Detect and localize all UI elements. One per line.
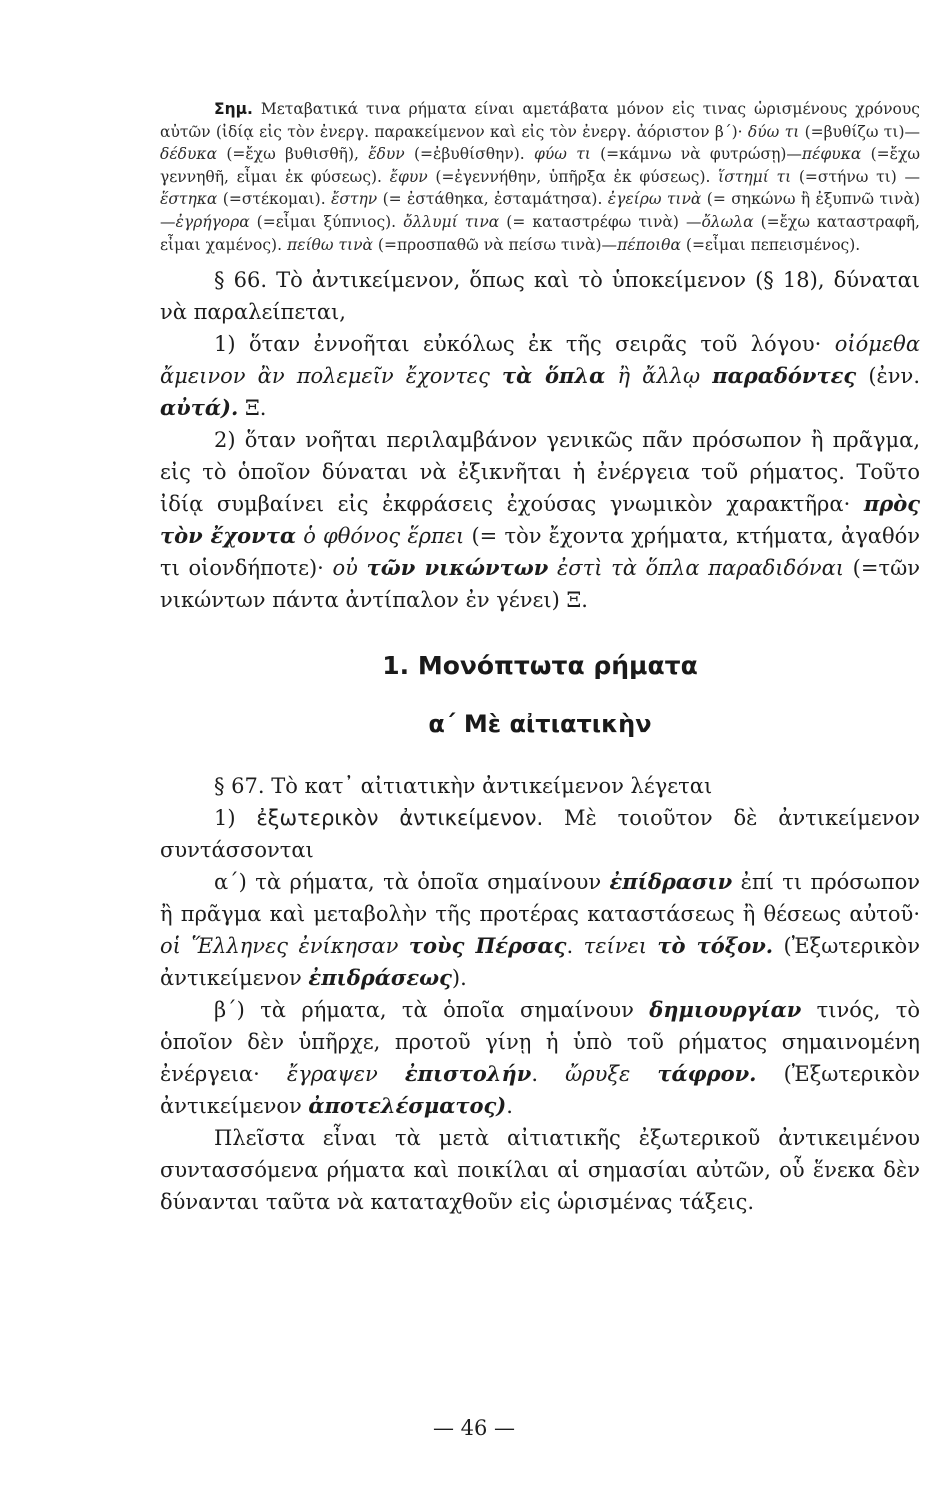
emphasis-text: ἀποτελέσματος) xyxy=(308,1093,507,1119)
note-text: (=ἔχω καταστραφῆ, εἶμαι χαμένος). xyxy=(160,212,920,254)
page-body xyxy=(160,98,920,1218)
note-text: (=προσπαθῶ νὰ πείσω τινὰ)— xyxy=(372,235,618,254)
note-paragraph xyxy=(160,98,920,256)
note-text: (=εἶμαι πεπεισμένος). xyxy=(680,235,861,254)
page-number: — 46 — xyxy=(432,1416,516,1440)
body-text: . xyxy=(531,1062,566,1087)
verb-example: ἕστηκα xyxy=(160,190,218,209)
example-text: οἰόμεθα ἄμεινον ἂν πολεμεῖν ἔχοντες xyxy=(160,332,920,389)
body-text xyxy=(548,556,557,580)
verb-example: ἔφυν xyxy=(389,167,428,186)
section-66-text: § 66. Τὸ ἀντικείμενον, ὅπως καὶ τὸ ὑποκείμενον (§ 18), δύναται νὰ παραλείπεται, xyxy=(160,268,920,325)
body-text: (Ἐξωτερικὸν ἀντικείμενον xyxy=(160,1062,920,1119)
body-text: 1) ὅταν ἐννοῆται εὐκόλως ἐκ τῆς σειρᾶς τοῦ λόγου· xyxy=(214,332,835,357)
note-text: (=ἔχω βυθισθῆ), xyxy=(217,145,369,164)
section-66-intro xyxy=(160,264,920,328)
section-67-intro xyxy=(160,770,920,802)
section-66-item-2 xyxy=(160,424,920,616)
verb-example: ὄλωλα xyxy=(701,212,754,231)
example-text: ἐστὶ τὰ ὅπλα παραδιδόναι xyxy=(556,556,845,581)
verb-example: ἐγρήγορα xyxy=(175,212,250,231)
note-text: (=εἶμαι ξύπνιος). xyxy=(249,212,404,231)
section-67-item-b xyxy=(160,994,920,1122)
example-text: ἢ xyxy=(605,364,643,389)
verb-example: φύω τι xyxy=(534,145,591,164)
example-text: τείνει xyxy=(583,934,658,959)
verb-example: δέδυκα xyxy=(160,145,218,164)
emphasis-text: παραδόντες xyxy=(712,363,857,389)
example-text: ἔγραψεν xyxy=(286,1062,405,1087)
verb-example: ἔστην xyxy=(331,190,378,209)
body-text: τινός, τὸ ὁποῖον δὲν ὑπῆρχε, προτοῦ γίνῃ ἡ ὑπὸ τοῦ ρήματος σημαινομένη ἐνέργεια· xyxy=(160,998,920,1087)
subsection-heading: α΄ Μὲ αἰτιατικὴν xyxy=(428,710,652,739)
verb-example: δύω τι xyxy=(747,122,800,141)
note-text: Μεταβατικά τινα ρήματα είναι αμετάβατα μόνον εἰς τινας ὡρισμένους χρόνους αὐτῶν (ἰδίᾳ εἰς τὸν ἐνεργ. παρακείμενον καὶ εἰς τὸν ἐνεργ. ἀόριστον β΄)· xyxy=(160,100,920,141)
section-67-text: § 67. Τὸ κατ᾽ αἰτιατικὴν ἀντικείμενον λέγεται xyxy=(214,774,713,799)
verb-example: ἔδυν xyxy=(368,145,405,164)
example-text: ὁ φθόνος ἕρπει xyxy=(303,524,465,549)
emphasis-text: τάφρον. xyxy=(657,1061,757,1087)
body-text: . xyxy=(506,1094,513,1119)
body-text: ). xyxy=(451,966,467,991)
body-text: (Ἐξωτερικὸν ἀντικείμενον xyxy=(160,934,920,991)
note-text: (=ἔχω γεννηθῆ, εἶμαι ἐκ φύσεως). xyxy=(160,145,920,186)
body-text: . xyxy=(566,934,584,959)
note-text: (=στήνω τι) — xyxy=(791,167,921,186)
emphasis-text: πρὸς τὸν ἔχοντα xyxy=(160,491,920,549)
body-text: (=τῶν νικώντων πάντα ἀντίπαλον ἐν γένει) Ξ. xyxy=(160,556,920,613)
note-text: (= ἐστάθηκα, ἐσταμάτησα). xyxy=(377,190,608,209)
note-text: (= καταστρέφω τινὰ) — xyxy=(499,212,702,231)
emphasis-text: ἐπιδράσεως xyxy=(308,965,452,991)
emphasis-text: τοὺς Πέρσας xyxy=(408,933,567,959)
body-text: (ἐνν. xyxy=(856,364,920,389)
verb-example: ἐγείρω τινὰ xyxy=(607,190,702,209)
section-67-item-1 xyxy=(160,802,920,866)
emphasis-text: αὐτά). xyxy=(160,395,239,421)
term-text: ἐξωτερικὸν ἀντικείμενον. xyxy=(256,806,544,831)
verb-example: πέφυκα xyxy=(801,145,862,164)
example-text: οἱ Ἕλληνες ἐνίκησαν xyxy=(160,934,409,959)
body-text: ἐπί τι πρόσωπον ἢ πρᾶγμα καὶ μεταβολὴν τῆς προτέρας καταστάσεως ἢ θέσεως αὐτοῦ· xyxy=(160,870,920,927)
body-text: α΄) τὰ ρήματα, τὰ ὁποῖα σημαίνουν xyxy=(214,870,610,895)
body-text xyxy=(700,364,712,388)
emphasis-text: τὰ ὅπλα xyxy=(501,363,606,389)
note-text: (= σηκώνω ἢ ἐξυπνῶ τινὰ)— xyxy=(160,190,920,231)
note-label: Σημ. xyxy=(214,100,253,118)
note-text: (=βυθίζω τι)— xyxy=(799,122,920,141)
emphasis-text: ἐπιστολήν xyxy=(404,1061,532,1087)
emphasis-text: τὸ τόξον. xyxy=(657,933,774,959)
body-text: (= τὸν ἔχοντα χρήματα, κτήματα, ἀγαθόν τι οἱονδήποτε)· xyxy=(160,524,920,581)
section-66-item-1 xyxy=(160,328,920,424)
closing-paragraph xyxy=(160,1122,920,1218)
emphasis-text: δημιουργίαν xyxy=(649,997,802,1023)
body-text: Ξ. xyxy=(238,396,267,421)
body-text: Μὲ τοιοῦτον δὲ ἀντικείμενον συντάσσονται xyxy=(160,806,920,863)
section-67-item-a xyxy=(160,866,920,994)
verb-example: πείθω τινὰ xyxy=(286,235,373,254)
note-text: (=ἐβυθίσθην). xyxy=(404,145,535,164)
note-text: (=κάμνω νὰ φυτρώσῃ)— xyxy=(590,145,802,164)
example-text: οὐ xyxy=(332,556,367,581)
body-text: 1) xyxy=(214,806,257,831)
chapter-heading: 1. Μονόπτωτα ρήματα xyxy=(382,651,698,681)
emphasis-text: ἐπίδρασιν xyxy=(609,869,733,895)
verb-example: πέποιθα xyxy=(617,235,681,254)
body-text: β΄) τὰ ρήματα, τὰ ὁποῖα σημαίνουν xyxy=(214,998,650,1023)
note-text: (=στέκομαι). xyxy=(217,190,331,209)
body-text: 2) ὅταν νοῆται περιλαμβάνον γενικῶς πᾶν πρόσωπον ἢ πρᾶγμα, εἰς τὸ ὁποῖον δύναται νὰ ἐξικνῆται ἡ ἐνέργεια τοῦ ρήματος. Τοῦτο ἰδίᾳ συμβαίνει εἰς ἐκφράσεις ἐχούσας γνωμικὸν χαρακτῆρα· xyxy=(160,428,920,517)
note-text: (=ἐγεννήθην, ὑπῆρξα ἐκ φύσεως). xyxy=(427,167,719,186)
verb-example: ἵστημί τι xyxy=(718,167,792,186)
body-text: Πλεῖστα εἶναι τὰ μετὰ αἰτιατικῆς ἐξωτερικοῦ ἀντικειμένου συντασσόμενα ρήματα καὶ ποικίλαι αἱ σημασίαι αὐτῶν, οὗ ἕνεκα δὲν δύνανται ταῦτα νὰ καταταχθοῦν εἰς ὡρισμένας τάξεις. xyxy=(160,1126,920,1215)
emphasis-text: τῶν νικώντων xyxy=(366,555,549,581)
verb-example: ὄλλυμί τινα xyxy=(403,212,500,231)
example-text: ὤρυξε xyxy=(565,1062,658,1087)
example-text: ἄλλῳ xyxy=(642,364,701,389)
